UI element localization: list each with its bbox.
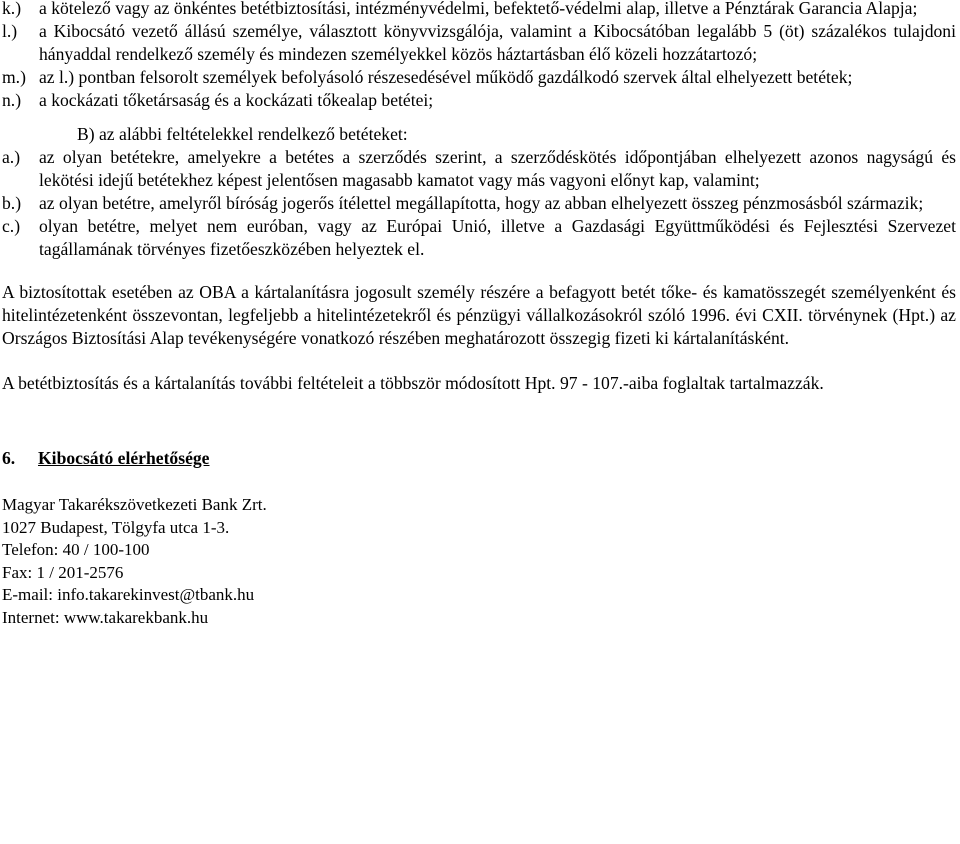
section-heading xyxy=(0,447,960,470)
section-number: 6. xyxy=(2,448,16,468)
subheading: B) az alábbi feltételekkel rendelkező betéteket: xyxy=(77,124,408,144)
list-item-text: az olyan betétekre, amelyekre a betétes a szerződés szerint, a szerződéskötés időpontjában elhelyezett azonos nagyságú és lekötési idejű betétekhez képest jelentősen magasabb kamatot vagy más vagyoni előnyt kap, valamint; xyxy=(39,147,956,190)
list-item-label: m.) xyxy=(2,67,26,87)
list-item-label: a.) xyxy=(2,147,21,167)
list-item-label: c.) xyxy=(2,216,21,236)
list-item-text: a kötelező vagy az önkéntes betétbiztosítási, intézményvédelmi, befektető-védelmi alap, illetve a Pénztárak Garancia Alapja; xyxy=(39,0,918,18)
list-item xyxy=(0,0,960,20)
list-item xyxy=(0,215,960,261)
list-item xyxy=(0,20,960,66)
contact-email: E-mail: info.takarekinvest@tbank.hu xyxy=(2,585,255,604)
list-item-text: a kockázati tőketársaság és a kockázati tőkealap betétei; xyxy=(39,90,434,110)
paragraph: A betétbiztosítás és a kártalanítás további feltételeit a többször módosított Hpt. 97 - 107.-aiba foglaltak tartalmazzák. xyxy=(2,373,824,393)
list-item-label: k.) xyxy=(2,0,22,18)
contact-phone: Telefon: 40 / 100-100 xyxy=(2,540,150,559)
list-item xyxy=(0,192,960,215)
contact-address: 1027 Budapest, Tölgyfa utca 1-3. xyxy=(2,517,230,537)
list-item-label: b.) xyxy=(2,193,22,213)
contact-fax: Fax: 1 / 201-2576 xyxy=(2,562,124,582)
contact-block xyxy=(0,493,960,628)
list-item-text: a Kibocsátó vezető állású személye, választott könyvvizsgálója, valamint a Kibocsátóban legalább 5 (öt) százalékos tulajdoni hányaddal rendelkező személy és mindezen személyekkel közös háztartásban élő közeli hozzátartozó; xyxy=(39,21,956,64)
contact-website: Internet: www.takarekbank.hu xyxy=(2,607,209,627)
list-item-label: n.) xyxy=(2,90,22,110)
list-item-text: az l.) pontban felsorolt személyek befolyásoló részesedésével működő gazdálkodó szervek által elhelyezett betétek; xyxy=(39,67,853,87)
section-title: Kibocsátó elérhetősége xyxy=(38,448,210,468)
contact-company: Magyar Takarékszövetkezeti Bank Zrt. xyxy=(2,495,267,514)
list-item-label: l.) xyxy=(2,21,18,41)
list-item-text: olyan betétre, melyet nem euróban, vagy az Európai Unió, illetve a Gazdasági Együttműködési és Fejlesztési Szervezet tagállamának törvényes fizetőeszközében helyeztek el. xyxy=(39,216,956,259)
list-item xyxy=(0,146,960,192)
paragraph: A biztosítottak esetében az OBA a kártalanításra jogosult személy részére a befagyott betét tőke- és kamatösszegét személyenként és hitelintézetenként összevontan, legfeljebb a hitelintézetekről és pénzügyi vállalkozásokról szóló 1996. évi CXII. törvénynek (Hpt.) az Országos Biztosítási Alap tevékenységére vonatkozó részében meghatározott összegig fizeti ki kártalanításként. xyxy=(2,282,956,348)
list-item xyxy=(0,89,960,112)
list-item xyxy=(0,66,960,89)
list-item-text: az olyan betétre, amelyről bíróság jogerős ítélettel megállapította, hogy az abban elhelyezett összeg pénzmosásból származik; xyxy=(39,193,924,213)
